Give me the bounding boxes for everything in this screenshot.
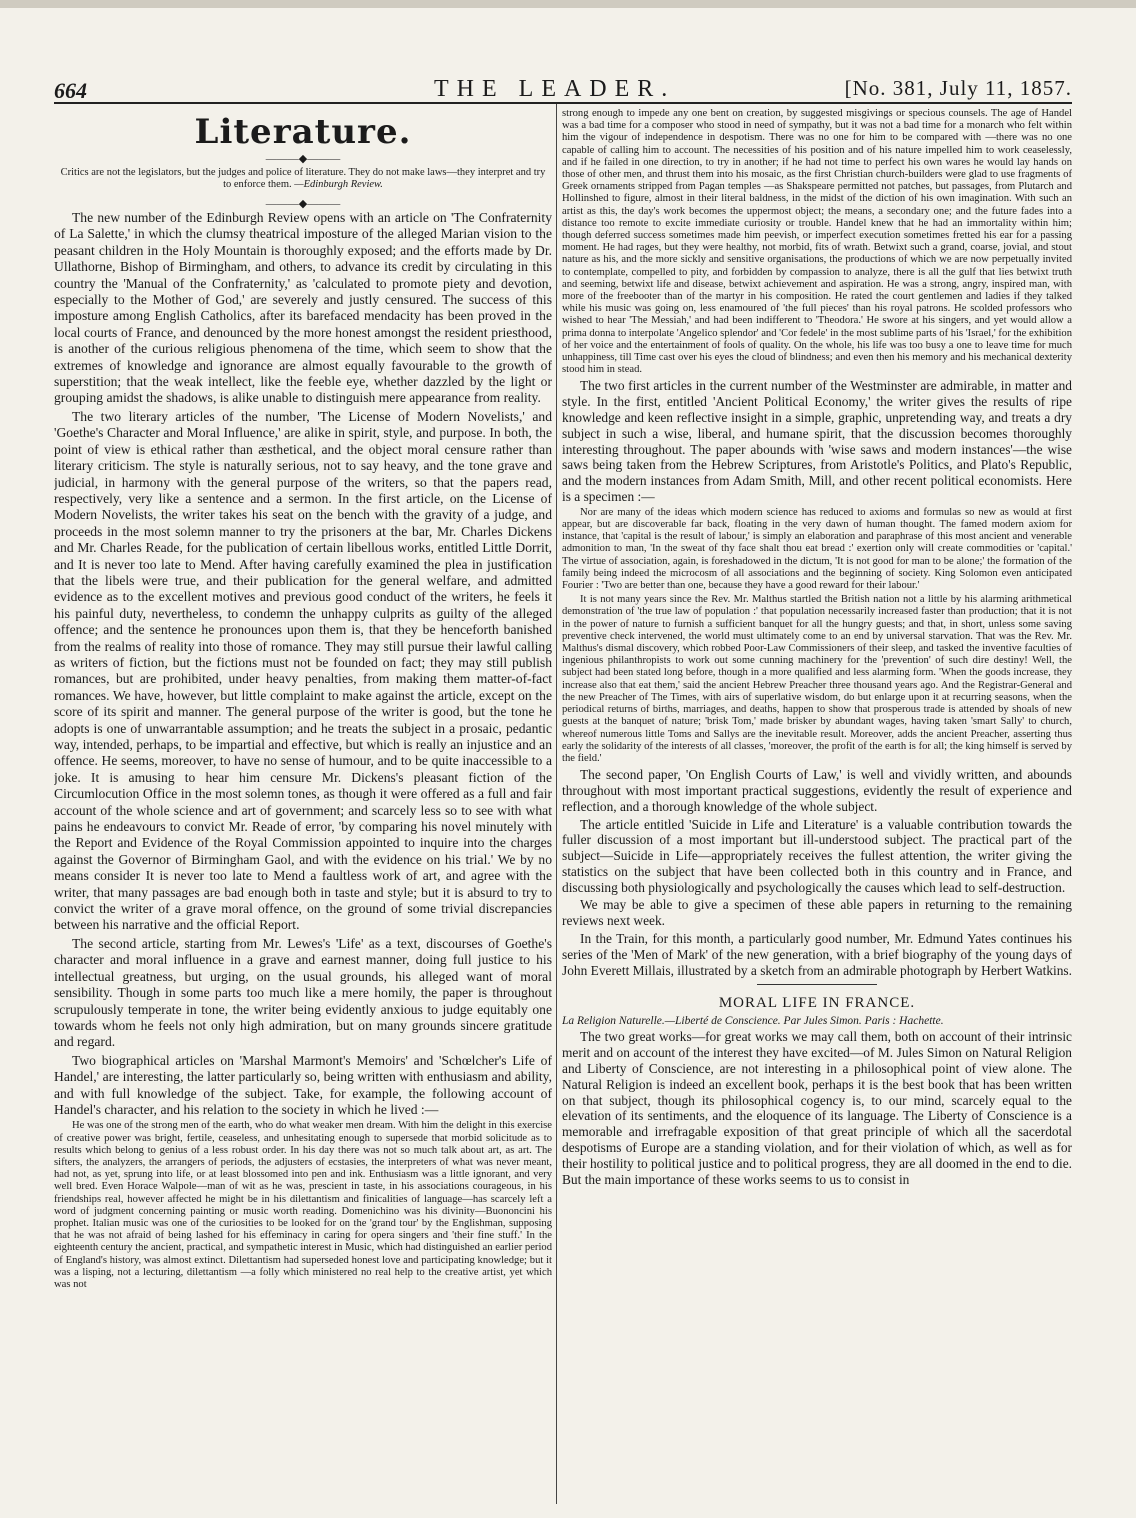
section-rule [757, 984, 877, 985]
page-number: 664 [54, 78, 87, 103]
issue-info: [No. 381, July 11, 1857. [844, 76, 1072, 100]
right-column [562, 108, 1072, 1503]
article-paragraph: The article entitled 'Suicide in Life and Literature' is a valuable contribution towards the fuller discussion of a most important but ill-understood subject. The practical part of the subject—Suicide in Life—appropriately receives the fullest attention, the writer giving the statistics on the subject that have been collected both in this country and in France, and discussing both physiologically and psychologically the causes which lead to self-destruction. [562, 816, 1072, 895]
article-paragraph: The second article, starting from Mr. Lewes's 'Life' as a text, discourses of Goethe's character and moral influence in a grave and earnest manner, doing full justice to his intellectual greatness, but urging, on the usual grounds, his alleged want of moral sensibility. Though in some parts too much like a mere homily, the paper is throughout scrupulously temperate in tone, the writer being evidently anxious to judge equitably one towards whom he feels not only high admiration, but on many grounds sincere gratitude and regard. [54, 935, 552, 1050]
block-quote: It is not many years since the Rev. Mr. Malthus startled the British nation not a little by his alarming arithmetical demonstration of 'the true law of population :' that population necessarily increased faster than production; that it is not in the power of nature to furnish a sufficient banquet for all the hungry guests; and that, in short, unless some saving preventive check intervened, the world must ultimately come to an end by universal starvation. That was the Rev. Mr. Malthus's dismal discovery, which robbed Poor-Law Commissioners of their sleep, and tasked the inventive faculties of ingenious philanthropists to work out some cunning machinery for the 'prevention' of such dire destiny! Well, the subject had been stated long before, though in a more qualified and less alarming form. 'When the goods increase, they increase also that eat them,' said the ancient Hebrew Preacher three thousand years ago. And the Registrar-General and the new Preacher of The Times, with airs of superlative wisdom, do but enlarge upon it at recurring seasons, when the periodical returns of births, marriages, and deaths, happen to show that prosperous trade is attended by shoals of new guests at the banquet of nature; 'brisk Tom,' made brisker by abundant wages, having taken 'smart Sally' to church, whereof numerous little Toms and Sallys are the inevitable result. Moreover, adds the ancient Preacher, asserting thus early the solidarity of the interests of all classes, 'moreover, the profit of the earth is for all; the king himself is served by the field.' [562, 594, 1072, 764]
block-quote: Nor are many of the ideas which modern science has reduced to axioms and formulas so new as would at first appear, but are discoverable far back, floating in the very dawn of human thought. The famed modern axiom for instance, that 'capital is the result of labour,' is simply an elaboration and paraphrase of this most ancient and venerable admonition to man, 'In the sweat of thy face shalt thou eat bread :' exertion only will create commodities or 'capital.' The virtue of association, again, is foreshadowed in the dictum, 'It is not good for man to be alone;' the formation of the family being indeed the microcosm of all associations and the beginning of society. King Solomon even anticipated Fourier : 'Two are better than one, because they have a good reward for their labour.' [562, 506, 1072, 592]
article-paragraph: Two biographical articles on 'Marshal Marmont's Memoirs' and 'Schœlcher's Life of Handel,' are interesting, the latter particularly so, being written with enthusiasm and ability, and with full knowledge of the subject. Take, for example, the following account of Handel's character, and his relation to the society in which he lived :— [54, 1052, 552, 1117]
section-masthead: Literature. [194, 112, 412, 152]
ornament-divider-2: ———◆——— [265, 198, 341, 210]
left-column [54, 108, 552, 1503]
epigraph-source: —Edinburgh Review. [294, 179, 383, 190]
epigraph-text: Critics are not the legislators, but the judges and police of literature. They do not make laws—they interpret and try to enforce them. [60, 167, 546, 190]
article-paragraph: We may be able to give a specimen of these able papers in returning to the remaining reviews next week. [562, 897, 1072, 929]
section-byline: La Religion Naturelle.—Liberté de Conscience. Par Jules Simon. Paris : Hachette. [562, 1015, 944, 1028]
page-header [54, 74, 1072, 103]
newspaper-title: THE LEADER. [434, 76, 676, 102]
article-paragraph: The second paper, 'On English Courts of Law,' is well and vividly written, and abounds throughout with most important practical suggestions, evidently the result of experience and reflection, and a thorough knowledge of the whole subject. [562, 767, 1072, 814]
block-quote-continued: strong enough to impede any one bent on creation, by suggested misgivings or specious counsels. The age of Handel was a bad time for a composer who stood in need of sympathy, but it was not a bad time for a monarch who felt within him the vigour of independence in despotism. There was no one for him to be compared with —there was no one capable of calling him to account. The necessities of his position and of his nature impelled him to work ceaselessly, and if he failed in one direction, to try in another; if he had not time to perfect his own wares he would lay hands on those of other men, and thrust them into his mosaic, as the first Christian church-builders were glad to use fragments of Greek ornaments stripped from Pagan temples —as Shakspeare permitted not patches, but passages, from Plutarch and Hollinshed to figure, almost in their literal baldness, in the midst of the diction of his own imagination. With such an artist as this, the day's work becomes the uppermost object; the means, a secondary one; and the future fades into a distance too remote to excite immediate curiosity or trouble. Handel knew that he had an immortality within him; though deferred success sometimes made him peevish, or imperfect execution sometimes fretted his ear for a passing moment. He had rages, but they were healthy, not morbid, fits of wrath. Betwixt such a grand, coarse, jovial, and stout nature as his, and the more sickly and sensitive organisations, the productions of which we are now perpetually invited to contemplate, compelled to pity, and forbidden by compassion to analyze, there is all the gulf that lies betwixt truth and seeming, betwixt life and disease, betwixt achievement and aspiration. He was a strong, angry, inspired man, with more of the freebooter than of the martyr in his composition. He rated the court gentlemen and ladies if they talked while his music was going on, less enamoured of 'the full pieces' than his royal patrons. He scolded professors who wished to hear 'The Messiah,' and had been indifferent to 'Theodora.' He swore at his singers, and yet would allow a prima donna to interpolate 'Angelico splendor' and 'Cor fedele' in the most sublime parts of his 'Israel,' for the exhibition of her voice and the entertainment of fools of quality. On the whole, his life was too busy a one to leave time for much unhappiness, till Time cast over his eyes the cloud of blindness; and even then his memory and his mechanical dexterity stood him in stead. [562, 108, 1072, 376]
article-paragraph: The two literary articles of the number, 'The License of Modern Novelists,' and 'Goethe's Character and Moral Influence,' are alike in spirit, style, and purpose. In both, the point of view is ethical rather than æsthetical, and the object moral censure rather than literary criticism. The style is naturally serious, not to say heavy, and the tone grave and judicial, in harmony with the general purpose of the writers, so that the papers read, respectively, very like a sentence and a sermon. In the first article, on the License of Modern Novelists, the writer takes his seat on the bench with the gravity of a judge, and proceeds in the most solemn manner to try the prisoners at the bar, Mr. Charles Dickens and Mr. Charles Reade, for the publication of certain libellous works, entitled Little Dorrit, and It is never too late to Mend. After having carefully examined the plea in justification that the libels were true, and their publication for the general welfare, and admitted evidence as to the excellent motives and previous good conduct of the writers, he feels it his painful duty, nevertheless, to condemn the unhappy culprits as guilty of the alleged offence; and the sentence he pronounces upon them is, that they be henceforth banished from the realms of reality into those of romance. They may still pursue their lawful calling as writers of fiction, but the fictions must not be founded on fact; they may still publish romances, but are prohibited, under heavy penalties, from making them matter-of-fact romances. We have, however, but little complaint to make against the article, except on the score of its spirit and manner. The general purpose of the writer is good, but the tone he adopts is one of unwarrantable assumption; and he treats the subject in a prosaic, pedantic way, intended, perhaps, to be impartial and effective, but which is really an injustice and an offence. He seems, moreover, to have no sense of humour, and to be quite inaccessible to a joke. It is amusing to hear him censure Mr. Dickens's pleasant fiction of the Circumlocution Office in the most solemn tones, as though it were offered as a full and fair account of the whole science and art of government; and scarcely less so to see with what pains he endeavours to convict Mr. Reade of error, 'by comparing his novel minutely with the Report and Evidence of the Royal Commission appointed to inquire into the charges against the Governor of Birmingham Gaol, and with the evidence on his trial.' We by no means consider It is never too late to Mend a faultless work of art, and agree with the writer, that many passages are bad enough both in taste and style; but it is absurd to try to convict the writer of a grave moral offence, on the ground of some trivial discrepancies between his narrative and the official Report. [54, 408, 552, 933]
ornament-divider: ———◆——— [265, 153, 341, 165]
scan-edge [0, 0, 1136, 8]
block-quote: He was one of the strong men of the earth, who do what weaker men dream. With him the delight in this exercise of creative power was bright, fertile, ceaseless, and unhesitating enough to supersede that morbid solicitude as to results which belong to genius of a less robust order. In his day there was not so much talk about art, as art. The sifters, the analyzers, the arrangers of periods, the adjusters of ecstasies, the interpreters of what was never meant, had not, as yet, sprung into life, or at least blossomed into pen and ink. Enthusiasm was a little ignorant, and very well bred. Even Horace Walpole—man of wit as he was, prescient in taste, in his associations courageous, in his friendships real, however affected he might be in his dilettantism and finicalities of language—has scarcely left a word of judgment concerning painting or music worth reading. Domenichino was his divinity—Buononcini his prophet. Italian music was one of the curiosities to be looked for on the 'grand tour' by the Englishman, supposing that he was not afraid of being lashed for his effeminacy in caring for opera singers and 'their fine stuff.' In the eighteenth century the ancient, practical, and sympathetic interest in Music, which had distinguished an earlier period of England's history, was almost extinct. Dilettantism had superseded honest love and participating knowledge; but it was a lisping, not a lecturing, dilettantism —a folly which ministered no real help to the creative artist, yet which was not [54, 1120, 552, 1290]
article-paragraph: In the Train, for this month, a particularly good number, Mr. Edmund Yates continues his series of the 'Men of Mark' of the new generation, with a brief biography of the young days of John Everett Millais, illustrated by a sketch from an admirable photograph by Herbert Watkins. [562, 931, 1072, 978]
header-rule [54, 102, 1072, 104]
article-paragraph: The two first articles in the current number of the Westminster are admirable, in matter and style. In the first, entitled 'Ancient Political Economy,' the writer gives the results of ripe knowledge and keen reflective insight in a simple, graphic, unpretending way, and treats a dry subject in such a wise, liberal, and humane spirit, that the discussion becomes thoroughly interesting throughout. The paper abounds with 'wise saws and modern instances'—the wise saws being taken from the Hebrew Scriptures, from Aristotle's Politics, and Plato's Republic, and the modern instances from Adam Smith, Mill, and other recent political economists. Here is a specimen :— [562, 378, 1072, 505]
article-paragraph: The new number of the Edinburgh Review opens with an article on 'The Confraternity of La Salette,' in which the clumsy theatrical imposture of the alleged Marian vision to the peasant children in the Holy Mountain is thoroughly exposed; and the efforts made by Dr. Ullathorne, Bishop of Birmingham, and others, to advance its credit by circulating in this country the 'Manual of the Confraternity,' as 'calculated to promote piety and devotion, especially to the Mother of God,' are severely and justly censured. The success of this imposture among English Catholics, after its barefaced mendacity has been proved in the local courts of France, and denounced by the more honest amongst the resident priesthood, is another of the curious religious phenomena of the time, which seem to show that the extremes of knowledge and ignorance are almost equally favourable to the growth of superstition; that the weak intellect, like the feeble eye, whether dazzled by the light or grouping amidst the shadows, is alike unable to distinguish mere appearance from reality. [54, 210, 552, 406]
epigraph [60, 167, 546, 191]
column-divider [556, 104, 557, 1504]
section-heading: MORAL LIFE IN FRANCE. [718, 995, 916, 1012]
article-paragraph: The two great works—for great works we may call them, both on account of their intrinsic merit and on account of the interest they have excited—of M. Jules Simon on Natural Religion and Liberty of Conscience, are not interesting in a philosophical point of view alone. The Natural Religion is indeed an excellent book, perhaps it is the best book that has been written on that subject, though its philosophical cogency is, to our mind, scarcely equal to the elevation of its sentiments, and the eloquence of its language. The Liberty of Conscience is a memorable and irrefragable exposition of that great principle of which all the sacerdotal despotisms of Europe are a standing violation, and for their violation of which, as well as for their hostility to political justice and to political progress, they are all doomed in the end to die. But the main importance of these works seems to us to consist in [562, 1029, 1072, 1187]
